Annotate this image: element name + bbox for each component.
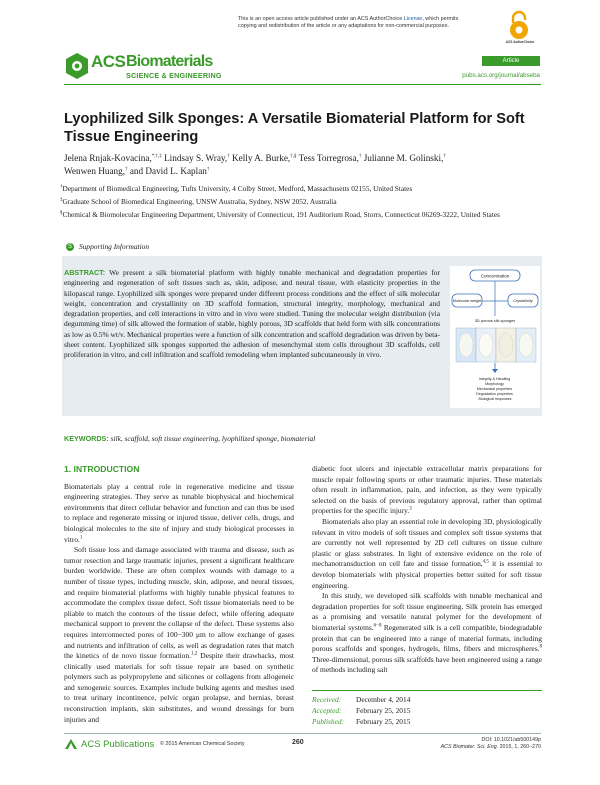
author-affiliation-marks: † xyxy=(227,153,230,159)
keywords-text: silk, scaffold, soft tissue engineering, lyophilized sponge, biomaterial xyxy=(110,434,316,443)
logo-journal-name: Biomaterials xyxy=(126,53,213,70)
body-column-right xyxy=(312,464,542,676)
affiliation-3: §Chemical & Biomolecular Engineering Department, University of Connecticut, 191 Auditorium Road, Storrs, Connecticut 06269-3222, United States xyxy=(60,209,500,219)
header-divider xyxy=(64,84,541,85)
body-column-left xyxy=(64,464,294,725)
citation: ACS Biomater. Sci. Eng. 2015, 1, 260−270 xyxy=(440,744,541,750)
author-affiliation-marks: † xyxy=(125,166,128,172)
author-name: Lindsay S. Wray, xyxy=(161,153,228,163)
toc-label-concentration: Concentration xyxy=(480,273,510,279)
copyright-notice: © 2015 American Chemical Society xyxy=(160,741,245,747)
paragraph: Biomaterials also play an essential role in developing 3D, physiologically relevant in vitro models of soft tissues and complex soft tissue systems that are currently not well represented by 2D cell cultures on tissue culture plastic or glass substrates. In light of extensive evidence on the role of mechanotransduction on cell fate and tissue formation,$^{4,5}$ it is essential to develop biomaterials with physical properties better suited for soft tissue engineering. xyxy=(312,516,542,590)
journal-logo[interactable] xyxy=(64,52,254,84)
author-affiliation-marks: † xyxy=(206,166,210,172)
license-link[interactable]: License xyxy=(403,16,423,22)
paragraph: Biomaterials play a central role in regenerative medicine and tissue engineering strategies. They serve as tunable biophysical and biochemical environments that direct cellular behavior and function and can thus be used to replace and regenerate missing or injured tissue, deliver cells, drugs, and biological molecules to the site of injury and study biological processes in vitro.$^1$ xyxy=(64,481,294,544)
authorchoice-badge-label: ACS AuthorChoice xyxy=(505,40,535,44)
author-name: and David L. Kaplan xyxy=(127,166,207,176)
publication-dates xyxy=(312,694,542,727)
author-line-1 xyxy=(64,152,544,165)
date-published: Published: February 25, 2015 xyxy=(312,717,411,726)
date-accepted: Accepted: February 25, 2015 xyxy=(312,706,411,715)
paragraph: Soft tissue loss and damage associated with trauma and disease, such as tumor resection and large traumatic injuries, present a significant healthcare burden worldwide. These are often complex wounds with damage to a number of tissue types, including muscle, skin, adipose, and neural tissues, and require biomaterial platforms with highly tunable physical features to accommodate the complex tissue defect. Soft tissue biomaterials need to be pliable to match the contours of the tissue defect, while offering adequate mechanical support to prevent the collapse of the defect. These systems also requires interconnected pores of 100−300 μm to allow exchange of gases and nutrients and infiltration of cells, as well as degradation rates that match the kinetics of de novo tissue formation.$^{1,2}$ Despite their drawbacks, most clinically used materials for soft tissue repair are based on synthetic polymers such as polypropylene and silicones or collagens from allogeneic and xenogeneic sources. Examples include bulking agents and meshes used to treat urinary incontinence, pelvic organ prolapse, and hernias, breast reconstruction implants, skin substitutes, and wound dressings for burn injuries and xyxy=(64,545,294,724)
author-name: Jelena Rnjak-Kovacina, xyxy=(64,153,152,163)
acs-publications-icon xyxy=(64,738,78,750)
abstract-label: ABSTRACT: xyxy=(64,268,106,277)
author-name: Julianne M. Golinski, xyxy=(361,153,444,163)
author-name: Wenwen Huang, xyxy=(64,166,126,176)
toc-label-sponges: 3D porous silk sponges xyxy=(474,318,516,323)
paragraph: In this study, we developed silk scaffolds with tunable mechanical and degradation properties for soft tissue engineering. Silk protein has emerged as a promising and versatile natural polymer for the development of biomaterial systems.$^{6-8}$ Regenerated silk is a cell compatible, biodegradable protein that can be engineered into a range of material formats, including porous scaffolds and sponges, hydrogels, films, fibers and microspheres.$^8$ Three-dimensional, porous silk scaffolds have been engineered using a range of methods including salt xyxy=(312,591,542,675)
supporting-info-icon: S xyxy=(67,243,72,250)
author-name: Tess Torregrosa, xyxy=(296,153,359,163)
article-type-tab: Article xyxy=(482,56,540,66)
journal-url-link[interactable]: pubs.acs.org/journal/abseba xyxy=(462,72,540,79)
author-name: Kelly A. Burke, xyxy=(229,153,291,163)
logo-journal-subtitle: SCIENCE & ENGINEERING xyxy=(126,71,222,80)
keywords-label: KEYWORDS: xyxy=(64,434,109,443)
toc-label-molecular-weight: Molecular weight xyxy=(452,299,482,303)
author-list xyxy=(64,152,544,178)
author-affiliation-marks: *,†,‡ xyxy=(151,153,162,159)
article-title: Lyophilized Silk Sponges: A Versatile Biomaterial Platform for Soft Tissue Engineering xyxy=(64,111,525,145)
abstract-body: We present a silk biomaterial platform with highly tunable mechanical and degradation properties for engineering and regeneration of soft tissues such as, skin, adipose, and neural tissue, with elasticity properties in the kilopascal range. Lyophilized silk sponges were prepared under different process conditions and the effect of silk molecular weight, concentration and crystallinity on 3D scaffold formation, structural integrity, morphology, mechanical and degradation properties, and cell interactions in vitro and in vivo were studied. Tuning the molecular weight distribution (via degumming time) of silk allowed the formation of stable, highly porous, 3D scaffolds that held form with silk concentrations as low as 0.5% wt/v. Mechanical properties were a function of silk concentration and scaffold degradation was driven by beta-sheet content. Lyophilized silk sponges supported the adhesion of mesenchymal stem cells throughout 3D scaffolds, cell proliferation in vitro, and cell infiltration and scaffold remodeling when implanted subcutaneously in vivo. xyxy=(64,268,440,360)
section-heading-introduction: 1. INTRODUCTION xyxy=(64,464,140,474)
open-access-lock-icon xyxy=(507,10,531,40)
acs-publications-logo[interactable]: ACS Publications xyxy=(64,738,154,750)
author-line-2 xyxy=(64,165,544,178)
keywords xyxy=(64,434,540,443)
doi-citation xyxy=(400,737,541,751)
affiliation-1: †Department of Biomedical Engineering, Tufts University, 4 Colby Street, Medford, Massachusetts 02155, United States xyxy=(60,184,413,193)
logo-acs-text: ACS xyxy=(91,52,126,71)
acs-hexagon-logo-icon xyxy=(64,52,90,80)
affiliation-2: ‡Graduate School of Biomedical Engineering, UNSW Australia, Sydney, NSW 2052, Australia xyxy=(60,196,337,206)
footer-divider xyxy=(64,733,541,734)
dates-divider xyxy=(312,690,542,691)
open-access-notice: This is an open access article published under an ACS AuthorChoice License, which permits copying and redistribution of the article or any adaptations for non-commercial purposes. xyxy=(238,16,459,29)
toc-graphic xyxy=(450,266,540,408)
paragraph: diabetic foot ulcers and injectable extracellular matrix preparations for muscle repair following sports or other traumatic injuries. These materials often result in inflammation, pain, and infection, as they were typically selected on the basis of previous regulatory approval, rather than optimal properties for the specific injury.$^3$ xyxy=(312,464,542,516)
toc-label-outcomes: Integrity & Handling Morphology Mechanical properties Degradation properties Biological responses xyxy=(476,377,513,401)
page-number: 260 xyxy=(292,739,304,746)
toc-label-crystallinity: Crystallinity xyxy=(513,299,533,303)
author-affiliation-marks: †,§ xyxy=(290,153,297,159)
date-received: Received: December 4, 2014 xyxy=(312,695,411,704)
author-affiliation-marks: † xyxy=(358,153,362,159)
affiliations xyxy=(60,184,540,222)
supporting-information-link[interactable]: S Supporting Information xyxy=(67,242,150,251)
abstract xyxy=(64,268,440,361)
doi-link[interactable]: DOI: 10.1021/ab500149p xyxy=(481,737,541,743)
author-affiliation-marks: † xyxy=(443,153,446,159)
